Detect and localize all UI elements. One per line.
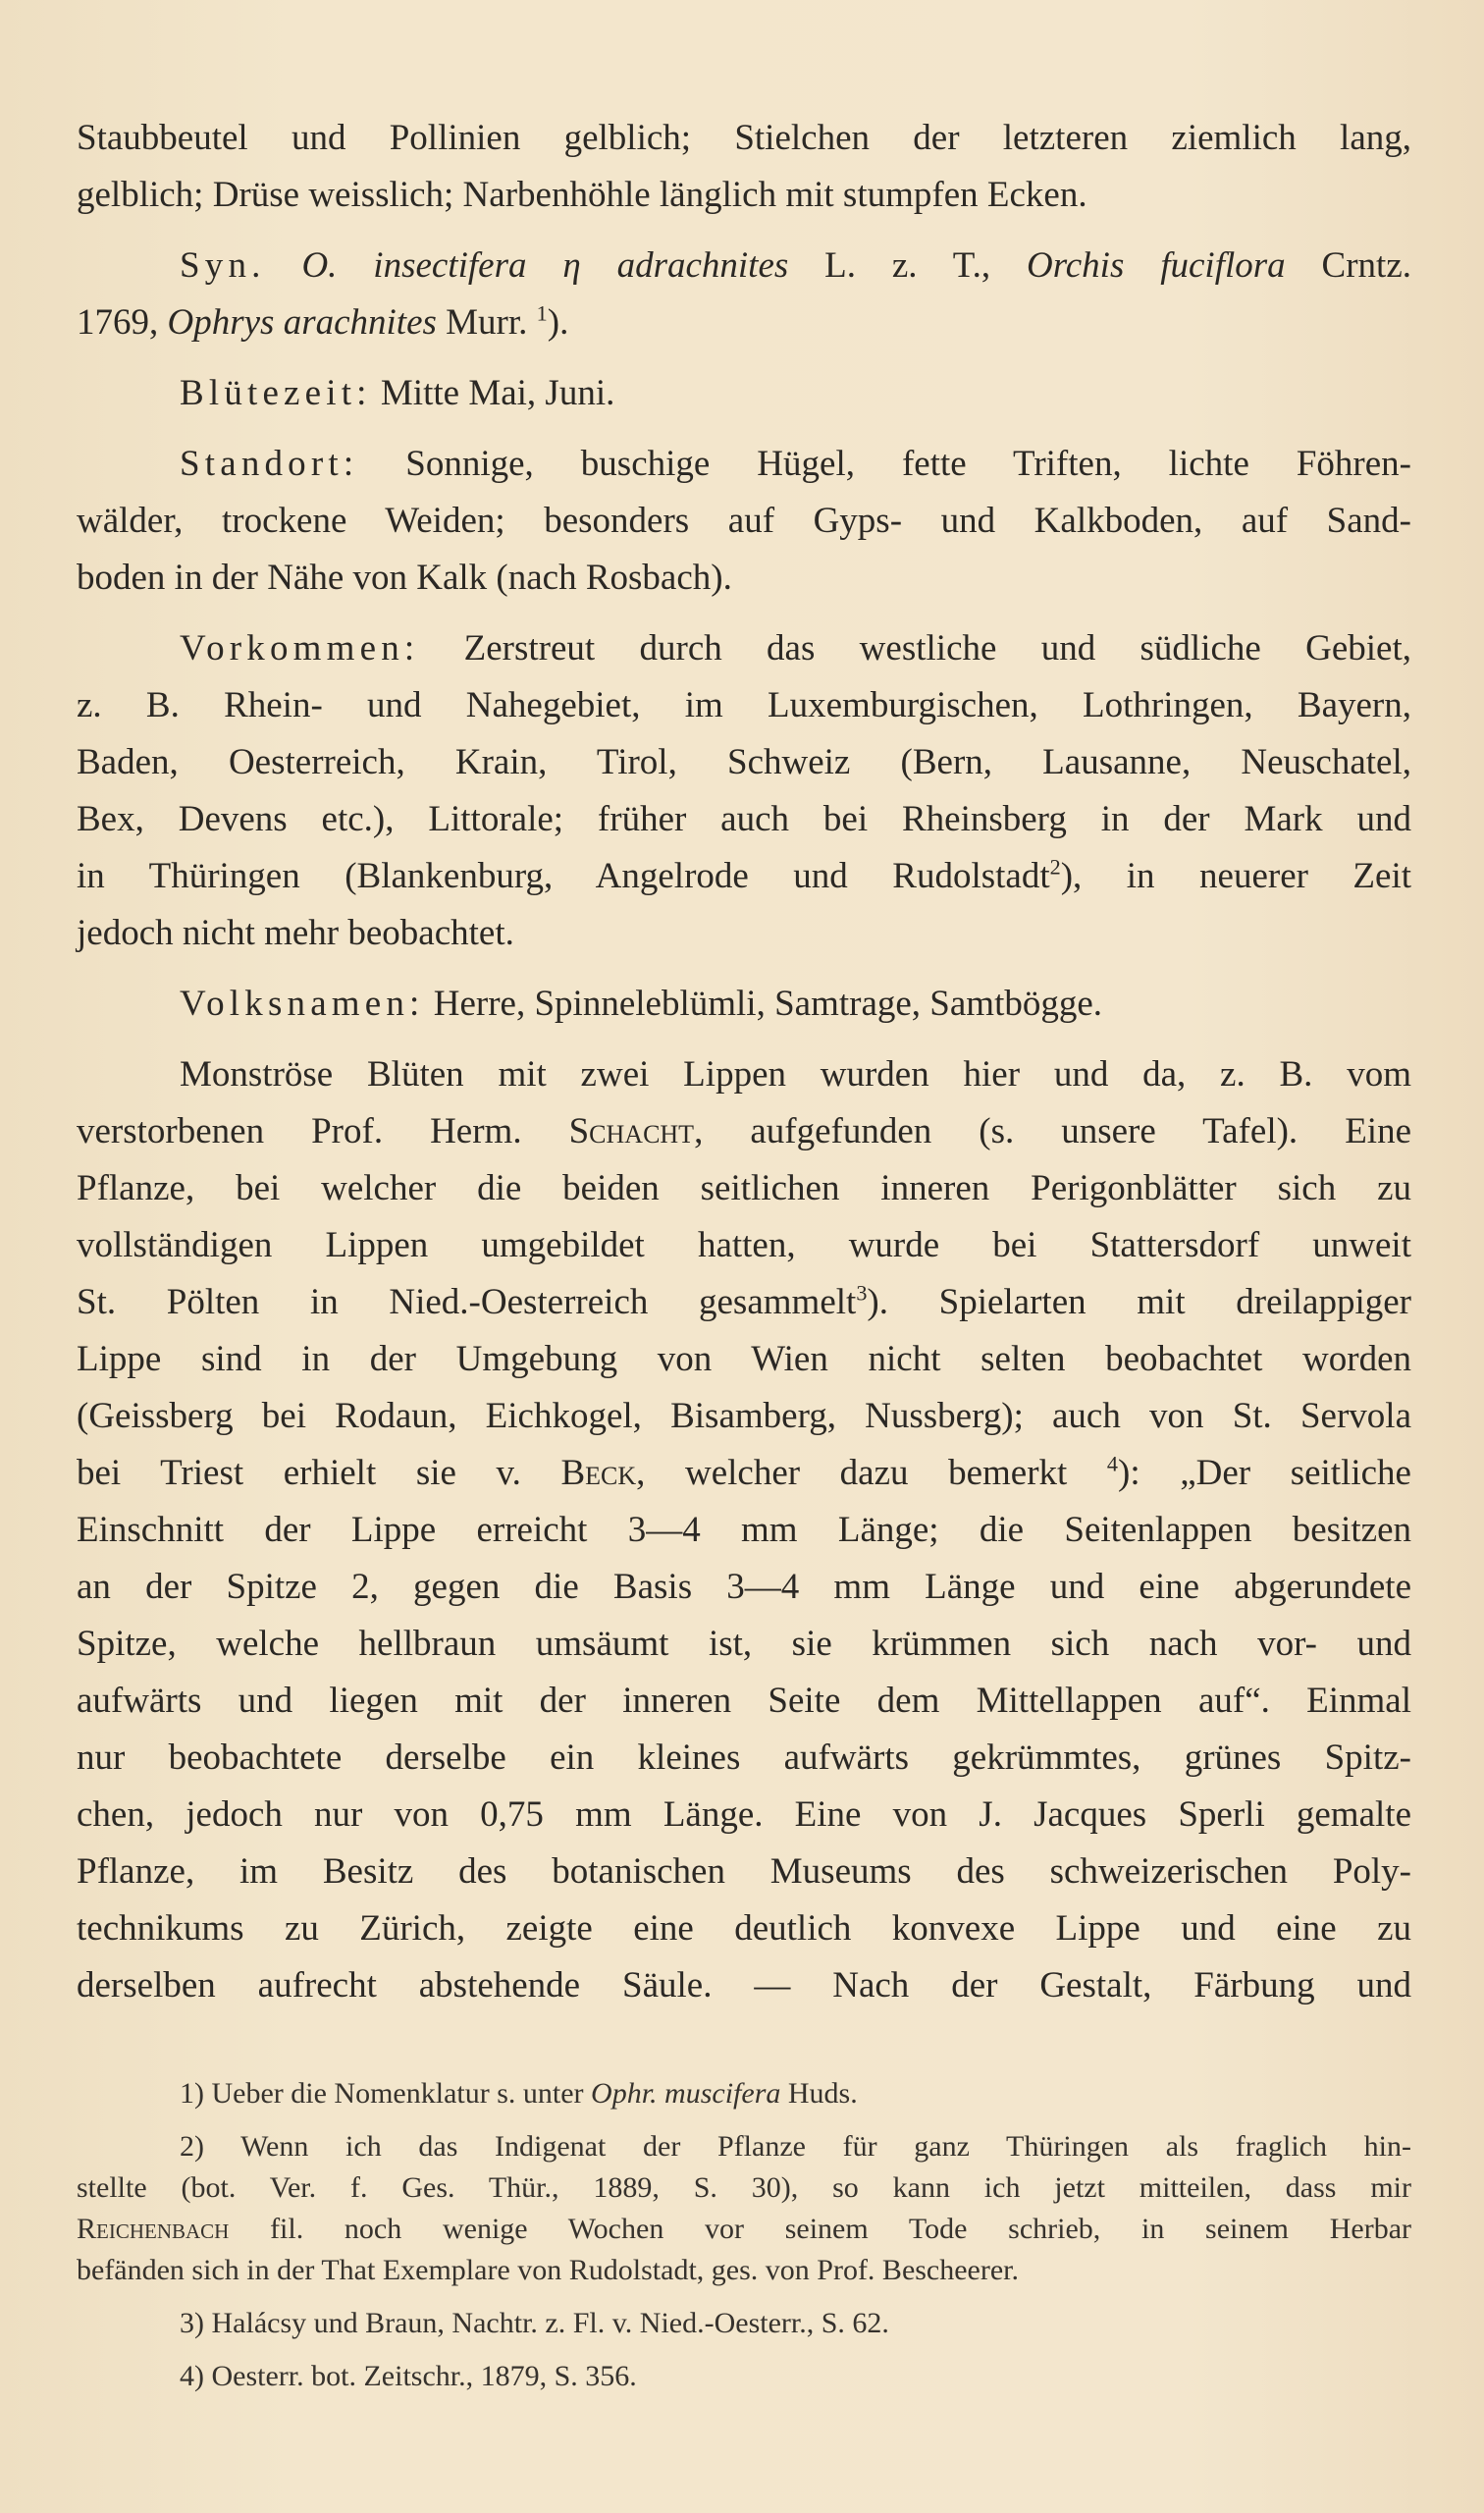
text-span: ), in neuerer Zeit [1060, 856, 1411, 896]
synonym-name: Ophrys arachnites [167, 302, 437, 343]
footnote-1 [77, 2073, 1411, 2114]
text-line [77, 1103, 1411, 1160]
text-span: , welcher dazu bemerkt [636, 1453, 1068, 1493]
footnote-line: stellte (bot. Ver. f. Ges. Thür., 1889, S. 30), so kann ich jetzt mitteilen, dass mir [77, 2171, 1411, 2204]
footnote-number: 1) [180, 2077, 204, 2110]
text-line: Bex, Devens etc.), Littorale; früher auch bei Rheinsberg in der Mark und [77, 799, 1411, 839]
text-span: , aufgefunden (s. unsere Tafel). Eine [694, 1111, 1411, 1151]
synonym-author: Murr. [446, 302, 528, 343]
bluetezeit-paragraph [77, 365, 1411, 422]
text-span: Huds. [787, 2077, 858, 2110]
synonym-name: η adrachnites [562, 245, 789, 286]
main-text [77, 110, 1411, 2014]
text-line: Monströse Blüten mit zwei Lippen wurden hier und da, z. B. vom [180, 1054, 1411, 1095]
footnote-4 [77, 2356, 1411, 2397]
text-line: an der Spitze 2, gegen die Basis 3—4 mm Länge und eine abgerundete [77, 1567, 1411, 1607]
footnote-number: 3) [180, 2307, 204, 2339]
text-span: Herre, Spinneleblümli, Samtrage, Samtbögge. [433, 984, 1103, 1024]
text-line: derselben aufrecht abstehende Säule. — Nach der Gestalt, Färbung und [77, 1965, 1411, 2005]
synonym-name: Orchis fuciflora [1027, 245, 1286, 286]
volksnamen-paragraph [77, 976, 1411, 1033]
text-line [77, 1445, 1411, 1502]
species-name: Ophr. muscifera [591, 2077, 781, 2110]
text-line: Einschnitt der Lippe erreicht 3—4 mm Länge; die Seitenlappen besitzen [77, 1510, 1411, 1550]
text-line: Staubbeutel und Pollinien gelblich; Stielchen der letzteren ziemlich lang, [77, 118, 1411, 158]
footnote-3 [77, 2303, 1411, 2344]
person-name: Reichenbach [77, 2213, 230, 2245]
text-span: fil. noch wenige Wochen vor seinem Tode schrieb, in seinem Herbar [270, 2213, 1412, 2245]
bluetezeit-label: Blütezeit: [180, 373, 372, 413]
text-span: bei Triest erhielt sie v. [77, 1453, 521, 1493]
text-line: z. B. Rhein- und Nahegebiet, im Luxemburgischen, Lothringen, Bayern, [77, 685, 1411, 725]
text-span: Wenn ich das Indigenat der Pflanze für ganz Thüringen als fraglich hin- [240, 2130, 1411, 2163]
footnote-number: 4) [180, 2360, 204, 2392]
text-line: chen, jedoch nur von 0,75 mm Länge. Eine von J. Jacques Sperli gemalte [77, 1794, 1411, 1835]
footnote-ref[interactable]: 2 [1049, 854, 1061, 880]
vorkommen-paragraph [77, 620, 1411, 677]
text-line [77, 1274, 1411, 1331]
synonym-paragraph [77, 238, 1411, 294]
text-line: nur beobachtete derselbe ein kleines aufwärts gekrümmtes, grünes Spitz- [77, 1738, 1411, 1778]
text-span: Halácsy und Braun, Nachtr. z. Fl. v. Nied.-Oesterr., S. 62. [211, 2307, 889, 2339]
text-span: verstorbenen Prof. Herm. [77, 1111, 522, 1151]
text-span: St. Pölten in Nied.-Oesterreich gesammelt [77, 1282, 857, 1322]
footnote-number: 2) [180, 2130, 204, 2163]
text-line: aufwärts und liegen mit der inneren Seite dem Mittellappen auf“. Einmal [77, 1681, 1411, 1721]
text-line: Pflanze, im Besitz des botanischen Museums des schweizerischen Poly- [77, 1851, 1411, 1892]
person-name: Beck [560, 1453, 637, 1493]
text-span: ). Spielarten mit dreilappiger [867, 1282, 1411, 1322]
bluetezeit-text: Mitte Mai, Juni. [380, 373, 615, 413]
footnotes [77, 2073, 1411, 2397]
text-line: jedoch nicht mehr beobachtet. [77, 913, 514, 953]
standort-label: Standort: [180, 444, 359, 484]
text-span: Zerstreut durch das westliche und südliche Gebiet, [463, 628, 1412, 668]
vorkommen-label: Vorkommen: [180, 628, 420, 668]
text-span: in Thüringen (Blankenburg, Angelrode und Rudolstadt [77, 856, 1050, 896]
standort-paragraph [77, 436, 1411, 493]
footnote-ref[interactable]: 4 [1106, 1451, 1119, 1476]
text-line: boden in der Nähe von Kalk (nach Rosbach). [77, 558, 732, 598]
footnote-ref[interactable]: 1 [536, 300, 548, 326]
text-span: ): „Der seitliche [1118, 1453, 1411, 1493]
footnote-line: befänden sich in der That Exemplare von Rudolstadt, ges. von Prof. Bescheerer. [77, 2254, 1020, 2286]
synonym-label: Syn. [180, 245, 266, 286]
text-span: Sonnige, buschige Hügel, fette Triften, lichte Föhren- [405, 444, 1411, 484]
footnote-2 [77, 2126, 1411, 2167]
text-line: wälder, trockene Weiden; besonders auf Gyps- und Kalkboden, auf Sand- [77, 501, 1411, 541]
synonym-line [77, 294, 1411, 351]
punctuation: ). [547, 302, 569, 343]
text-line: Spitze, welche hellbraun umsäumt ist, sie krümmen sich nach vor- und [77, 1624, 1411, 1664]
text-line: (Geissberg bei Rodaun, Eichkogel, Bisamberg, Nussberg); auch von St. Servola [77, 1396, 1411, 1436]
footnote-line [77, 2209, 1411, 2250]
synonym-author: Crntz. [1321, 245, 1411, 286]
text-line: Baden, Oesterreich, Krain, Tirol, Schweiz (Bern, Lausanne, Neuschatel, [77, 742, 1411, 782]
text-line: gelblich; Drüse weisslich; Narbenhöhle länglich mit stumpfen Ecken. [77, 175, 1087, 215]
text-line: Pflanze, bei welcher die beiden seitlichen inneren Perigonblätter sich zu [77, 1168, 1411, 1208]
text-span: Ueber die Nomenklatur s. unter [211, 2077, 584, 2110]
synonym-author: L. z. T., [824, 245, 991, 286]
person-name: Schacht [568, 1111, 695, 1151]
text-line: Lippe sind in der Umgebung von Wien nicht selten beobachtet worden [77, 1339, 1411, 1379]
text-line: technikums zu Zürich, zeigte eine deutlich konvexe Lippe und eine zu [77, 1908, 1411, 1949]
synonym-year: 1769, [77, 302, 159, 343]
text-span: Oesterr. bot. Zeitschr., 1879, S. 356. [211, 2360, 637, 2392]
text-line: vollständigen Lippen umgebildet hatten, wurde bei Stattersdorf unweit [77, 1225, 1411, 1265]
synonym-name: O. insectifera [301, 245, 527, 286]
footnote-ref[interactable]: 3 [856, 1280, 868, 1306]
volksnamen-label: Volksnamen: [180, 984, 425, 1024]
text-line [77, 848, 1411, 905]
